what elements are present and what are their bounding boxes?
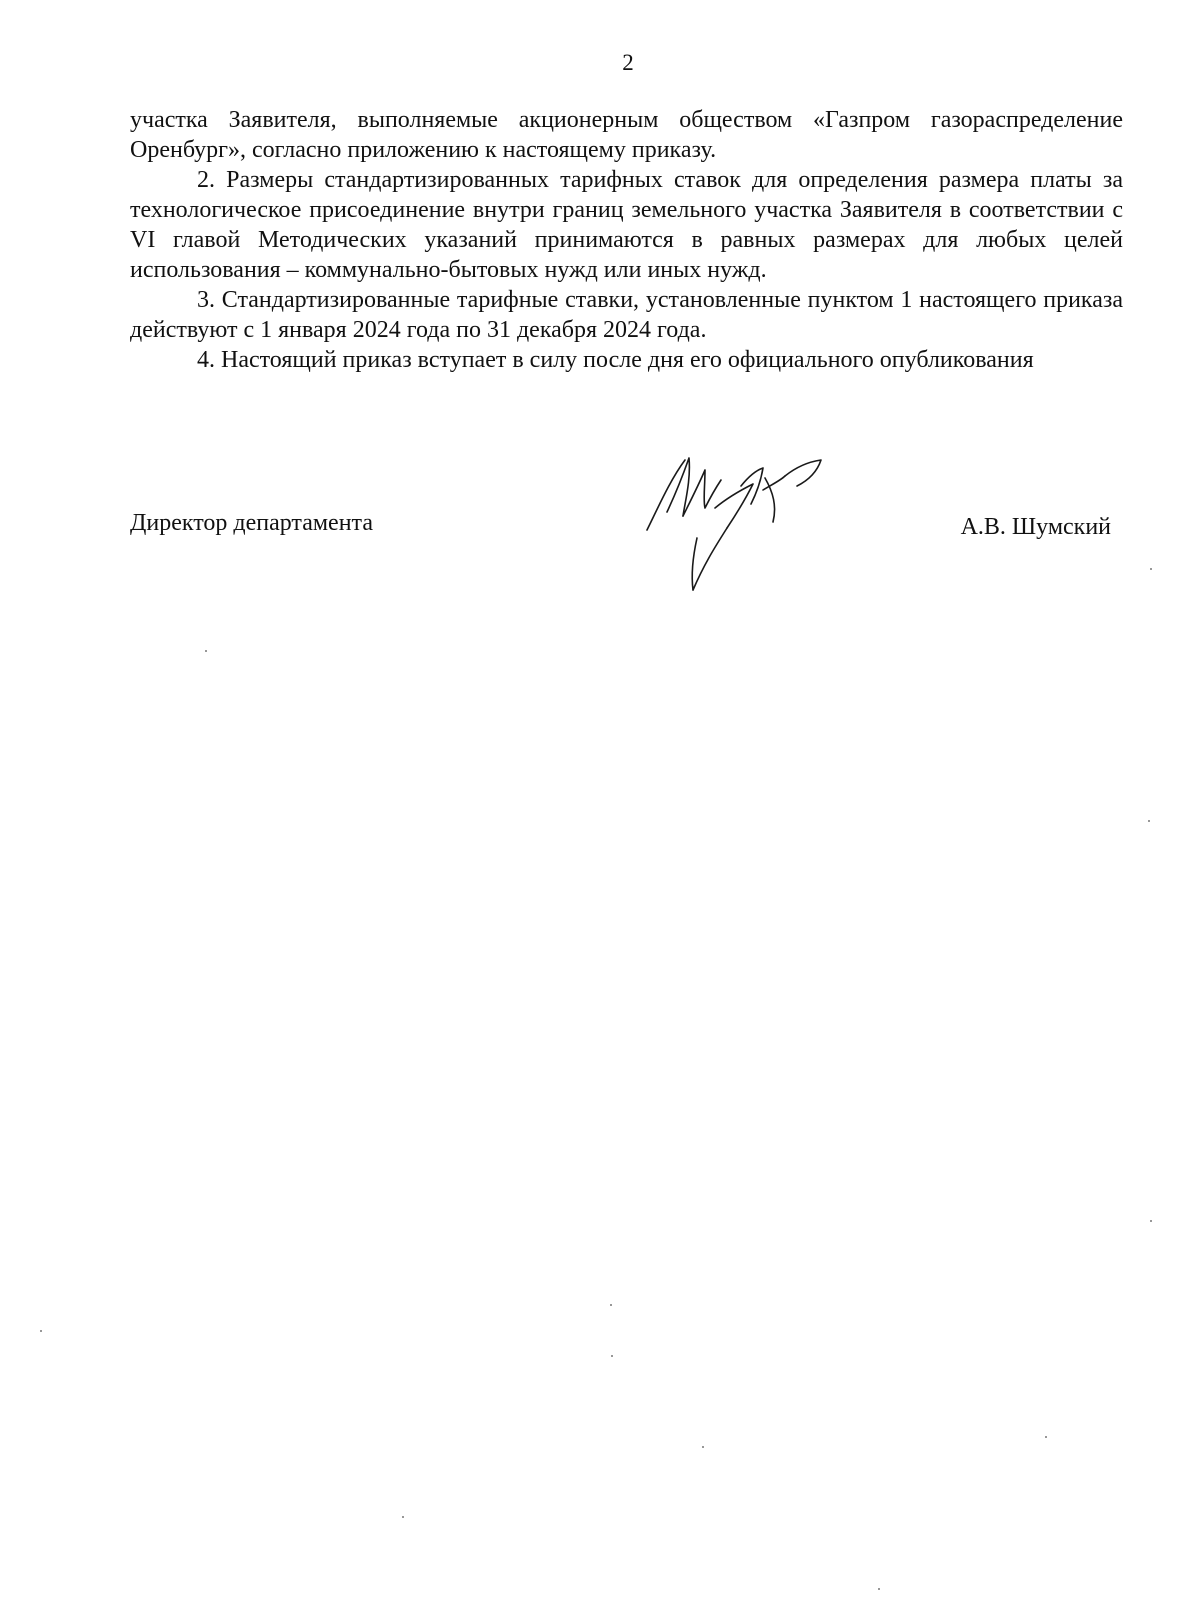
scan-speck [610,1304,612,1306]
paragraph-continuation: участка Заявителя, выполняемые акционерным обществом «Газпром газораспределение Оренбург», согласно приложению к настоящему приказу. [130,107,1123,163]
scan-speck [1150,1220,1152,1222]
signatory-title: Директор департамента [130,510,373,536]
scan-speck [1150,568,1152,570]
scan-speck [402,1516,404,1518]
scan-speck [1148,820,1150,822]
paragraph-item-4: 4. Настоящий приказ вступает в силу после дня его официального опубликования [197,347,1034,373]
handwritten-signature [645,450,855,610]
paragraph-item-2: 2. Размеры стандартизированных тарифных ставок для определения размера платы за технологическое присоединение внутри границ земельного участка Заявителя в соответствии с VI главой Методических указаний принимаются в равных размерах для любых целей использования – коммунально-бытовых нужд или иных нужд. [130,167,1123,283]
signature-block [130,510,1123,550]
scan-speck [611,1355,613,1357]
signatory-name: А.В. Шумский [960,514,1111,540]
scan-speck [40,1330,42,1332]
document-body [130,105,1123,375]
paragraph-item-3: 3. Стандартизированные тарифные ставки, установленные пунктом 1 настоящего приказа действуют с 1 января 2024 года по 31 декабря 2024 года. [130,287,1123,343]
scan-speck [702,1446,704,1448]
scan-speck [205,650,207,652]
page-number: 2 [622,50,634,75]
scan-speck [1045,1436,1047,1438]
scan-speck [878,1588,880,1590]
